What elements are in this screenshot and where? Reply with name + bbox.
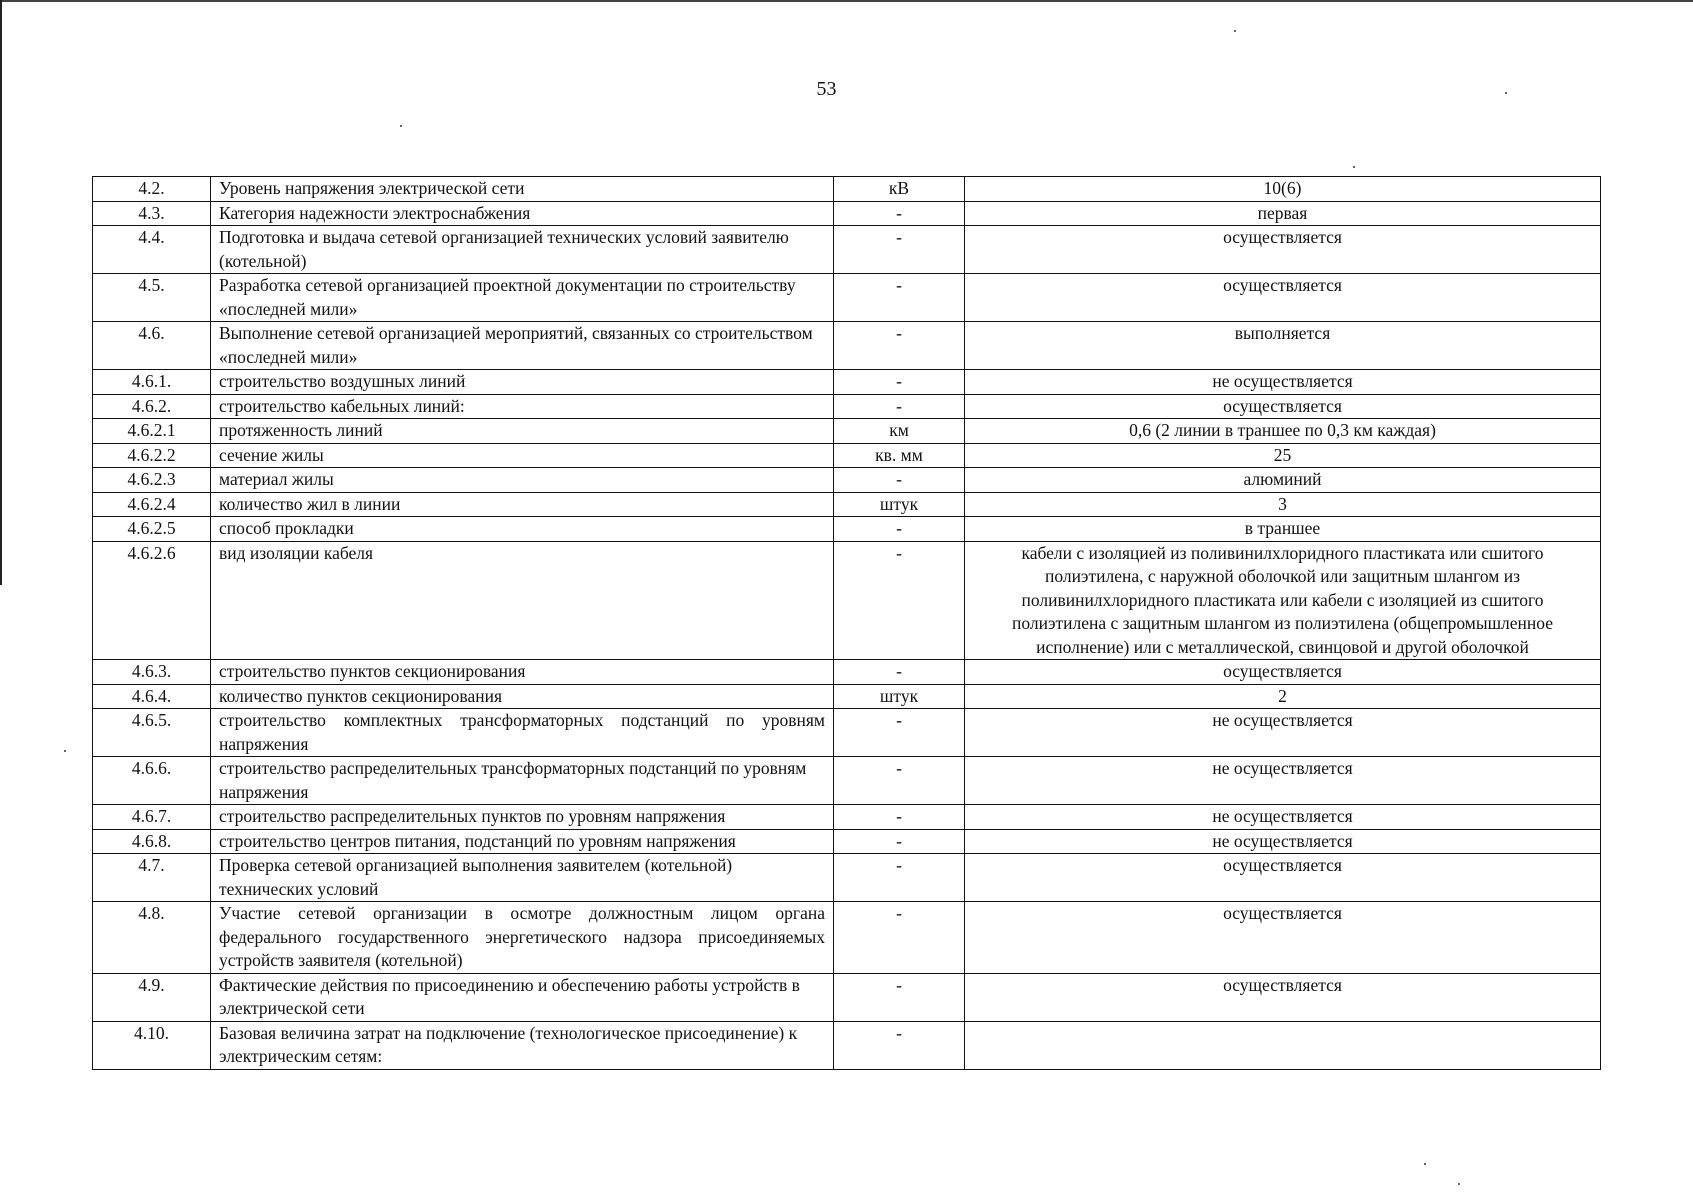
row-number-cell: 4.6.2. — [93, 394, 211, 419]
row-unit-cell: - — [834, 973, 965, 1021]
row-number-cell: 4.5. — [93, 274, 211, 322]
row-value-cell: осуществляется — [965, 854, 1601, 902]
row-value-cell: 0,6 (2 линии в траншее по 0,3 км каждая) — [965, 419, 1601, 444]
row-description-cell: сечение жилы — [211, 443, 834, 468]
row-value-cell: выполняется — [965, 322, 1601, 370]
row-number-cell: 4.3. — [93, 201, 211, 226]
row-number-cell: 4.10. — [93, 1021, 211, 1069]
row-number-cell: 4.6.2.5 — [93, 517, 211, 542]
row-description-cell: Разработка сетевой организацией проектной документации по строительству «последней мили» — [211, 274, 834, 322]
row-number-cell: 4.9. — [93, 973, 211, 1021]
scan-speck — [1458, 1183, 1460, 1185]
table-row — [93, 902, 1601, 974]
row-value-cell: осуществляется — [965, 226, 1601, 274]
scan-speck — [1234, 30, 1236, 32]
row-description-cell: материал жилы — [211, 468, 834, 493]
row-number-cell: 4.6.7. — [93, 805, 211, 830]
row-unit-cell: - — [834, 902, 965, 974]
row-number-cell: 4.6. — [93, 322, 211, 370]
scan-speck — [1424, 1163, 1426, 1165]
row-value-cell: в траншее — [965, 517, 1601, 542]
table-row — [93, 226, 1601, 274]
row-value-cell: осуществляется — [965, 660, 1601, 685]
table-row — [93, 274, 1601, 322]
scan-speck — [64, 750, 66, 752]
row-unit-cell: штук — [834, 492, 965, 517]
row-description-cell: протяженность линий — [211, 419, 834, 444]
table-row — [93, 492, 1601, 517]
row-description-cell: Категория надежности электроснабжения — [211, 201, 834, 226]
row-number-cell: 4.6.8. — [93, 829, 211, 854]
row-value-cell: не осуществляется — [965, 709, 1601, 757]
table-row — [93, 805, 1601, 830]
scan-speck — [1353, 166, 1355, 168]
row-value-cell: не осуществляется — [965, 370, 1601, 395]
table-row — [93, 684, 1601, 709]
row-number-cell: 4.6.4. — [93, 684, 211, 709]
table-row — [93, 1021, 1601, 1069]
table-row — [93, 517, 1601, 542]
row-description-cell: Уровень напряжения электрической сети — [211, 177, 834, 202]
row-description-cell: Подготовка и выдача сетевой организацией технических условий заявителю (котельной) — [211, 226, 834, 274]
table-row — [93, 322, 1601, 370]
row-unit-cell: - — [834, 709, 965, 757]
row-unit-cell: - — [834, 322, 965, 370]
table-row — [93, 709, 1601, 757]
row-value-cell: алюминий — [965, 468, 1601, 493]
row-unit-cell: - — [834, 1021, 965, 1069]
row-value-cell: 2 — [965, 684, 1601, 709]
table-row — [93, 660, 1601, 685]
row-value-cell: 3 — [965, 492, 1601, 517]
row-description-cell: строительство пунктов секционирования — [211, 660, 834, 685]
row-value-cell: осуществляется — [965, 902, 1601, 974]
specification-table — [92, 176, 1601, 1070]
row-description-cell: строительство воздушных линий — [211, 370, 834, 395]
row-description-cell: строительство кабельных линий: — [211, 394, 834, 419]
row-description-cell: количество жил в линии — [211, 492, 834, 517]
row-number-cell: 4.6.5. — [93, 709, 211, 757]
row-value-cell: 25 — [965, 443, 1601, 468]
table-row — [93, 541, 1601, 660]
row-value-cell: первая — [965, 201, 1601, 226]
table-row — [93, 854, 1601, 902]
row-description-cell: строительство распределительных трансформаторных подстанций по уровням напряжения — [211, 757, 834, 805]
row-value-cell: 10(6) — [965, 177, 1601, 202]
table-row — [93, 419, 1601, 444]
row-unit-cell: - — [834, 201, 965, 226]
row-value-cell: не осуществляется — [965, 757, 1601, 805]
row-number-cell: 4.8. — [93, 902, 211, 974]
row-unit-cell: - — [834, 541, 965, 660]
row-value-cell: не осуществляется — [965, 805, 1601, 830]
row-description-cell: способ прокладки — [211, 517, 834, 542]
row-number-cell: 4.6.1. — [93, 370, 211, 395]
row-number-cell: 4.6.2.3 — [93, 468, 211, 493]
row-unit-cell: - — [834, 468, 965, 493]
row-number-cell: 4.6.2.1 — [93, 419, 211, 444]
scan-speck — [1505, 92, 1507, 94]
row-description-cell: строительство распределительных пунктов по уровням напряжения — [211, 805, 834, 830]
row-number-cell: 4.6.2.2 — [93, 443, 211, 468]
row-value-cell: осуществляется — [965, 274, 1601, 322]
row-description-cell: количество пунктов секционирования — [211, 684, 834, 709]
row-number-cell: 4.7. — [93, 854, 211, 902]
row-value-cell — [965, 1021, 1601, 1069]
row-description-cell: строительство комплектных трансформаторных подстанций по уровням напряжения — [211, 709, 834, 757]
row-value-cell: кабели с изоляцией из поливинилхлоридного пластиката или сшитого полиэтилена, с наружной оболочкой или защитным шлангом из поливинилхлоридного пластиката или кабели с изоляцией из сшитого полиэтилена с защитным шлангом из полиэтилена (общепромышленное исполнение) или с металлической, свинцовой и другой оболочкой — [965, 541, 1601, 660]
row-unit-cell: - — [834, 226, 965, 274]
table-row — [93, 201, 1601, 226]
row-unit-cell: - — [834, 370, 965, 395]
row-unit-cell: - — [834, 757, 965, 805]
row-number-cell: 4.6.6. — [93, 757, 211, 805]
row-number-cell: 4.6.3. — [93, 660, 211, 685]
row-description-cell: строительство центров питания, подстанций по уровням напряжения — [211, 829, 834, 854]
table-row — [93, 394, 1601, 419]
scan-top-edge — [0, 0, 1693, 2]
table-row — [93, 177, 1601, 202]
table-row — [93, 468, 1601, 493]
row-unit-cell: - — [834, 517, 965, 542]
row-unit-cell: - — [834, 274, 965, 322]
table-row — [93, 973, 1601, 1021]
table-row — [93, 829, 1601, 854]
row-number-cell: 4.4. — [93, 226, 211, 274]
row-unit-cell: кв. мм — [834, 443, 965, 468]
scan-speck — [400, 125, 402, 127]
row-number-cell: 4.2. — [93, 177, 211, 202]
row-unit-cell: - — [834, 805, 965, 830]
row-unit-cell: кВ — [834, 177, 965, 202]
row-description-cell: Выполнение сетевой организацией мероприятий, связанных со строительством «последней мили» — [211, 322, 834, 370]
table-row — [93, 443, 1601, 468]
page-number: 53 — [816, 78, 837, 100]
row-value-cell: не осуществляется — [965, 829, 1601, 854]
table-row — [93, 757, 1601, 805]
row-unit-cell: - — [834, 854, 965, 902]
row-description-cell: Проверка сетевой организацией выполнения заявителем (котельной) технических условий — [211, 854, 834, 902]
row-unit-cell: - — [834, 829, 965, 854]
row-number-cell: 4.6.2.4 — [93, 492, 211, 517]
row-value-cell: осуществляется — [965, 973, 1601, 1021]
row-unit-cell: штук — [834, 684, 965, 709]
specification-table-body — [93, 177, 1601, 1070]
table-row — [93, 370, 1601, 395]
row-unit-cell: - — [834, 660, 965, 685]
row-description-cell: Фактические действия по присоединению и обеспечению работы устройств в электрической сети — [211, 973, 834, 1021]
row-unit-cell: - — [834, 394, 965, 419]
row-description-cell: Участие сетевой организации в осмотре должностным лицом органа федерального государственного энергетического надзора присоединяемых устройств заявителя (котельной) — [211, 902, 834, 974]
row-description-cell: Базовая величина затрат на подключение (технологическое присоединение) к электрическим сетям: — [211, 1021, 834, 1069]
row-value-cell: осуществляется — [965, 394, 1601, 419]
row-unit-cell: км — [834, 419, 965, 444]
row-number-cell: 4.6.2.6 — [93, 541, 211, 660]
row-description-cell: вид изоляции кабеля — [211, 541, 834, 660]
